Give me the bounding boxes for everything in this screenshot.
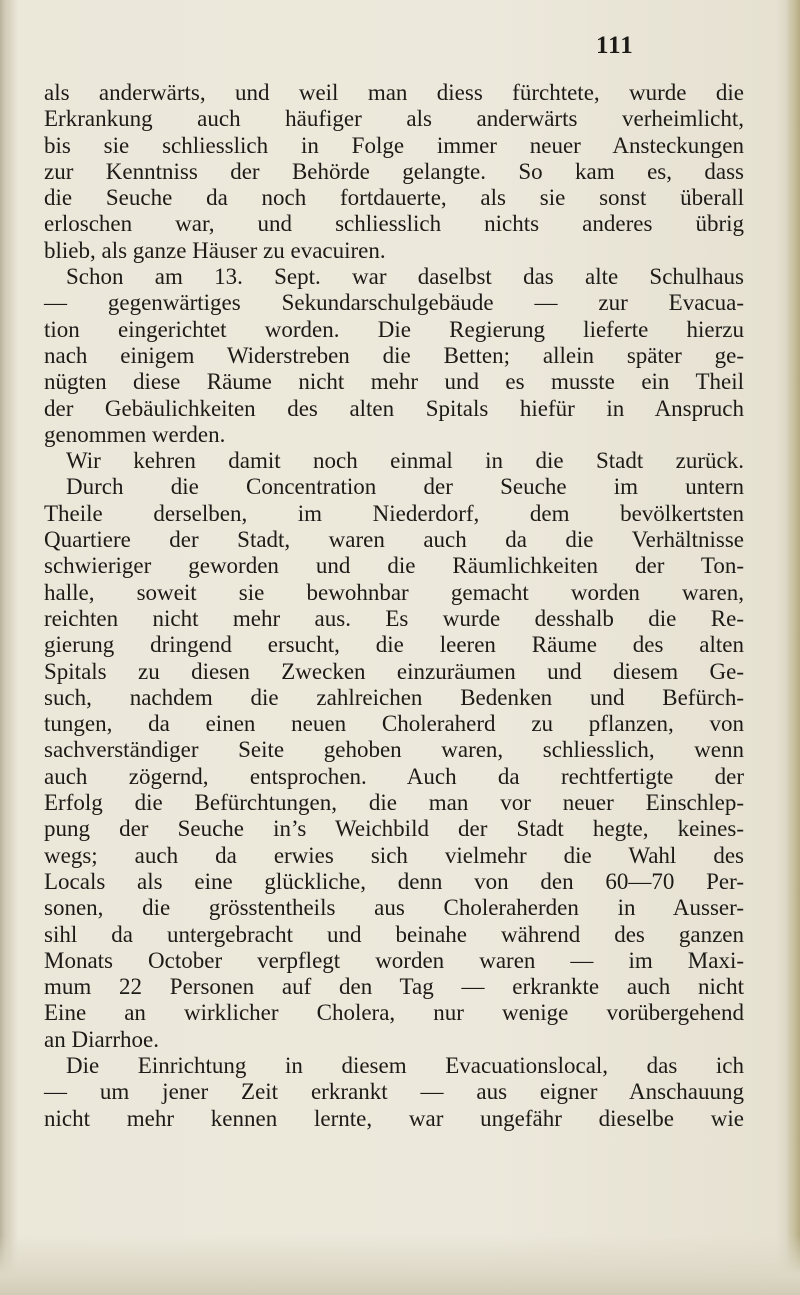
body-text bbox=[44, 80, 744, 1132]
text-line: genommen werden. bbox=[44, 421, 226, 447]
text-line: reichten nicht mehr aus. Es wurde desshalb die Re- bbox=[44, 605, 744, 631]
text-line: — gegenwärtiges Sekundarschulgebäude — zur Evacua- bbox=[44, 290, 744, 316]
text-line: Schon am 13. Sept. war daselbst das alte Schulhaus bbox=[66, 264, 744, 290]
text-line: Locals als eine glückliche, denn von den 60—70 Per- bbox=[44, 868, 744, 894]
text-line: auch zögernd, entsprochen. Auch da rechtfertigte der bbox=[44, 763, 744, 789]
text-line: Erfolg die Befürchtungen, die man vor neuer Einschlep- bbox=[44, 790, 744, 816]
text-line: schwieriger geworden und die Räumlichkeiten der Ton- bbox=[44, 553, 744, 579]
text-line: tion eingerichtet worden. Die Regierung lieferte hierzu bbox=[44, 316, 744, 342]
text-line: erloschen war, und schliesslich nichts anderes übrig bbox=[44, 211, 744, 237]
text-line: sachverständiger Seite gehoben waren, schliesslich, wenn bbox=[44, 737, 744, 763]
text-line: Erkrankung auch häufiger als anderwärts verheimlicht, bbox=[44, 106, 744, 132]
text-line: Durch die Concentration der Seuche im untern bbox=[66, 474, 744, 500]
text-line: blieb, als ganze Häuser zu evacuiren. bbox=[44, 237, 386, 263]
text-line: Monats October verpflegt worden waren — im Maxi- bbox=[44, 947, 744, 973]
text-line: mum 22 Personen auf den Tag — erkrankte auch nicht bbox=[44, 974, 744, 1000]
text-line: als anderwärts, und weil man diess fürchtete, wurde die bbox=[44, 80, 744, 105]
page-gutter-shadow bbox=[0, 0, 18, 1295]
text-line: Spitals zu diesen Zwecken einzuräumen und diesem Ge- bbox=[44, 658, 744, 684]
text-line: Eine an wirklicher Cholera, nur wenige vorübergehend bbox=[44, 1000, 744, 1026]
text-line: die Seuche da noch fortdauerte, als sie sonst überall bbox=[44, 185, 744, 211]
text-line: zur Kenntniss der Behörde gelangte. So kam es, dass bbox=[44, 158, 744, 184]
text-line: such, nachdem die zahlreichen Bedenken und Befürch- bbox=[44, 684, 744, 710]
text-line: nach einigem Widerstreben die Betten; allein später ge- bbox=[44, 342, 744, 368]
text-line: Theile derselben, im Niederdorf, dem bevölkertsten bbox=[44, 500, 744, 526]
text-line: bis sie schliesslich in Folge immer neuer Ansteckungen bbox=[44, 132, 744, 158]
text-line: gierung dringend ersucht, die leeren Räume des alten bbox=[44, 632, 744, 658]
text-line: pung der Seuche in’s Weichbild der Stadt hegte, keines- bbox=[44, 816, 744, 842]
text-line: Die Einrichtung in diesem Evacuationslocal, das ich bbox=[66, 1052, 744, 1078]
text-line: tungen, da einen neuen Choleraherd zu pflanzen, von bbox=[44, 711, 744, 737]
text-line: an Diarrhoe. bbox=[44, 1026, 159, 1052]
text-line: nicht mehr kennen lernte, war ungefähr dieselbe wie bbox=[44, 1105, 744, 1131]
text-line: sihl da untergebracht und beinahe während des ganzen bbox=[44, 921, 744, 947]
text-line: Quartiere der Stadt, waren auch da die Verhältnisse bbox=[44, 527, 744, 553]
text-line: Wir kehren damit noch einmal in die Stadt zurück. bbox=[66, 448, 744, 474]
text-line: sonen, die grösstentheils aus Choleraherden in Ausser- bbox=[44, 895, 744, 921]
text-line: halle, soweit sie bewohnbar gemacht worden waren, bbox=[44, 579, 744, 605]
page-number: 111 bbox=[596, 32, 634, 59]
text-line: nügten diese Räume nicht mehr und es musste ein Theil bbox=[44, 369, 744, 395]
text-line: — um jener Zeit erkrankt — aus eigner Anschauung bbox=[44, 1079, 744, 1105]
page-right-edge bbox=[786, 0, 800, 1295]
text-line: wegs; auch da erwies sich vielmehr die Wahl des bbox=[44, 842, 744, 868]
page-bottom-edge bbox=[0, 1235, 800, 1295]
text-line: der Gebäulichkeiten des alten Spitals hiefür in Anspruch bbox=[44, 395, 744, 421]
